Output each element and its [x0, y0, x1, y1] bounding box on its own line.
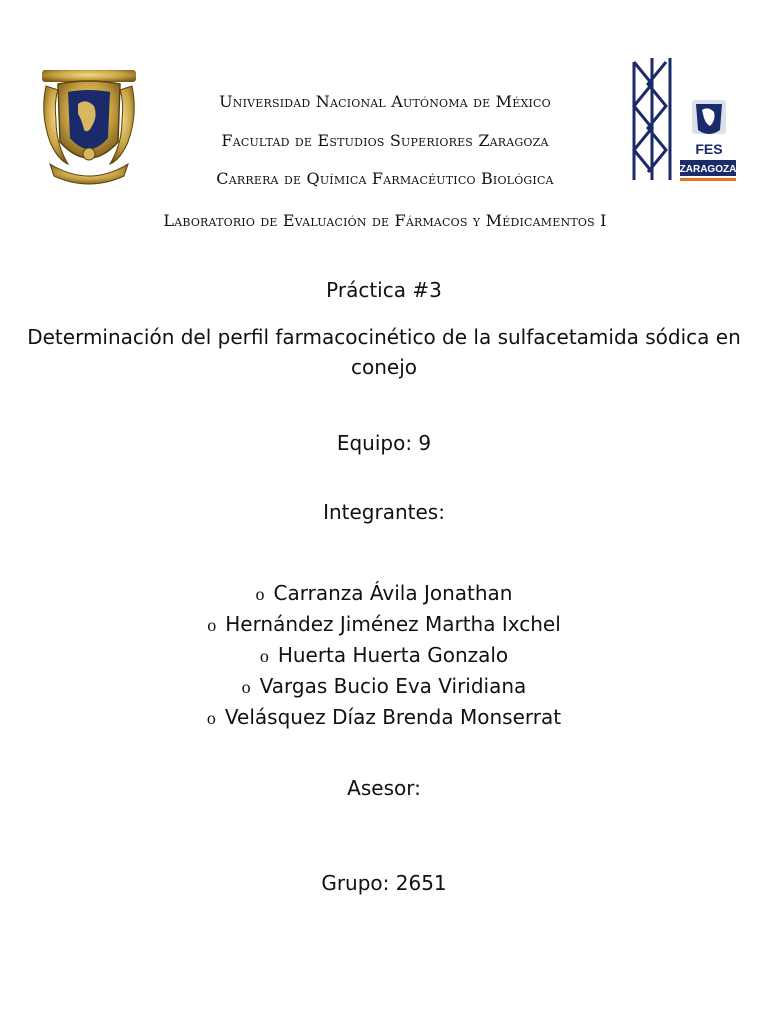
document-title: Determinación del perfil farmacocinético de la sulfacetamida sódica en conejo — [27, 325, 741, 379]
fes-logo-text: FES — [695, 141, 723, 157]
career-name: Carrera de Química Farmacéutico Biológica — [216, 169, 554, 188]
bullet-marker: o — [206, 708, 216, 728]
zaragoza-logo-text: ZARAGOZA — [679, 164, 736, 175]
member-name: Carranza Ávila Jonathan — [273, 581, 513, 605]
list-item — [0, 578, 768, 609]
advisor-label: Asesor: — [347, 776, 421, 800]
team-number: Equipo: 9 — [336, 431, 432, 455]
laboratory-name: Laboratorio de Evaluación de Fármacos y Médicamentos I — [163, 211, 607, 230]
members-list — [0, 578, 768, 733]
list-item — [0, 609, 768, 640]
member-name: Huerta Huerta Gonzalo — [277, 643, 509, 667]
bullet-marker: o — [255, 584, 265, 604]
university-name: Universidad Nacional Autónoma de México — [219, 92, 551, 111]
list-item — [0, 671, 768, 702]
bullet-marker: o — [207, 615, 217, 635]
members-label: Integrantes: — [323, 500, 445, 524]
list-item — [0, 640, 768, 671]
fes-zaragoza-logo — [626, 54, 736, 188]
faculty-name: Facultad de Estudios Superiores Zaragoza — [221, 131, 549, 150]
bullet-marker: o — [241, 677, 251, 697]
member-name: Hernández Jiménez Martha Ixchel — [225, 612, 561, 636]
member-name: Vargas Bucio Eva Viridiana — [259, 674, 527, 698]
member-name: Velásquez Díaz Brenda Monserrat — [224, 705, 562, 729]
bullet-marker: o — [259, 646, 269, 666]
group-number: Grupo: 2651 — [321, 871, 447, 895]
practice-number: Práctica #3 — [326, 278, 442, 302]
unam-crest-logo — [38, 64, 140, 186]
list-item — [0, 702, 768, 733]
